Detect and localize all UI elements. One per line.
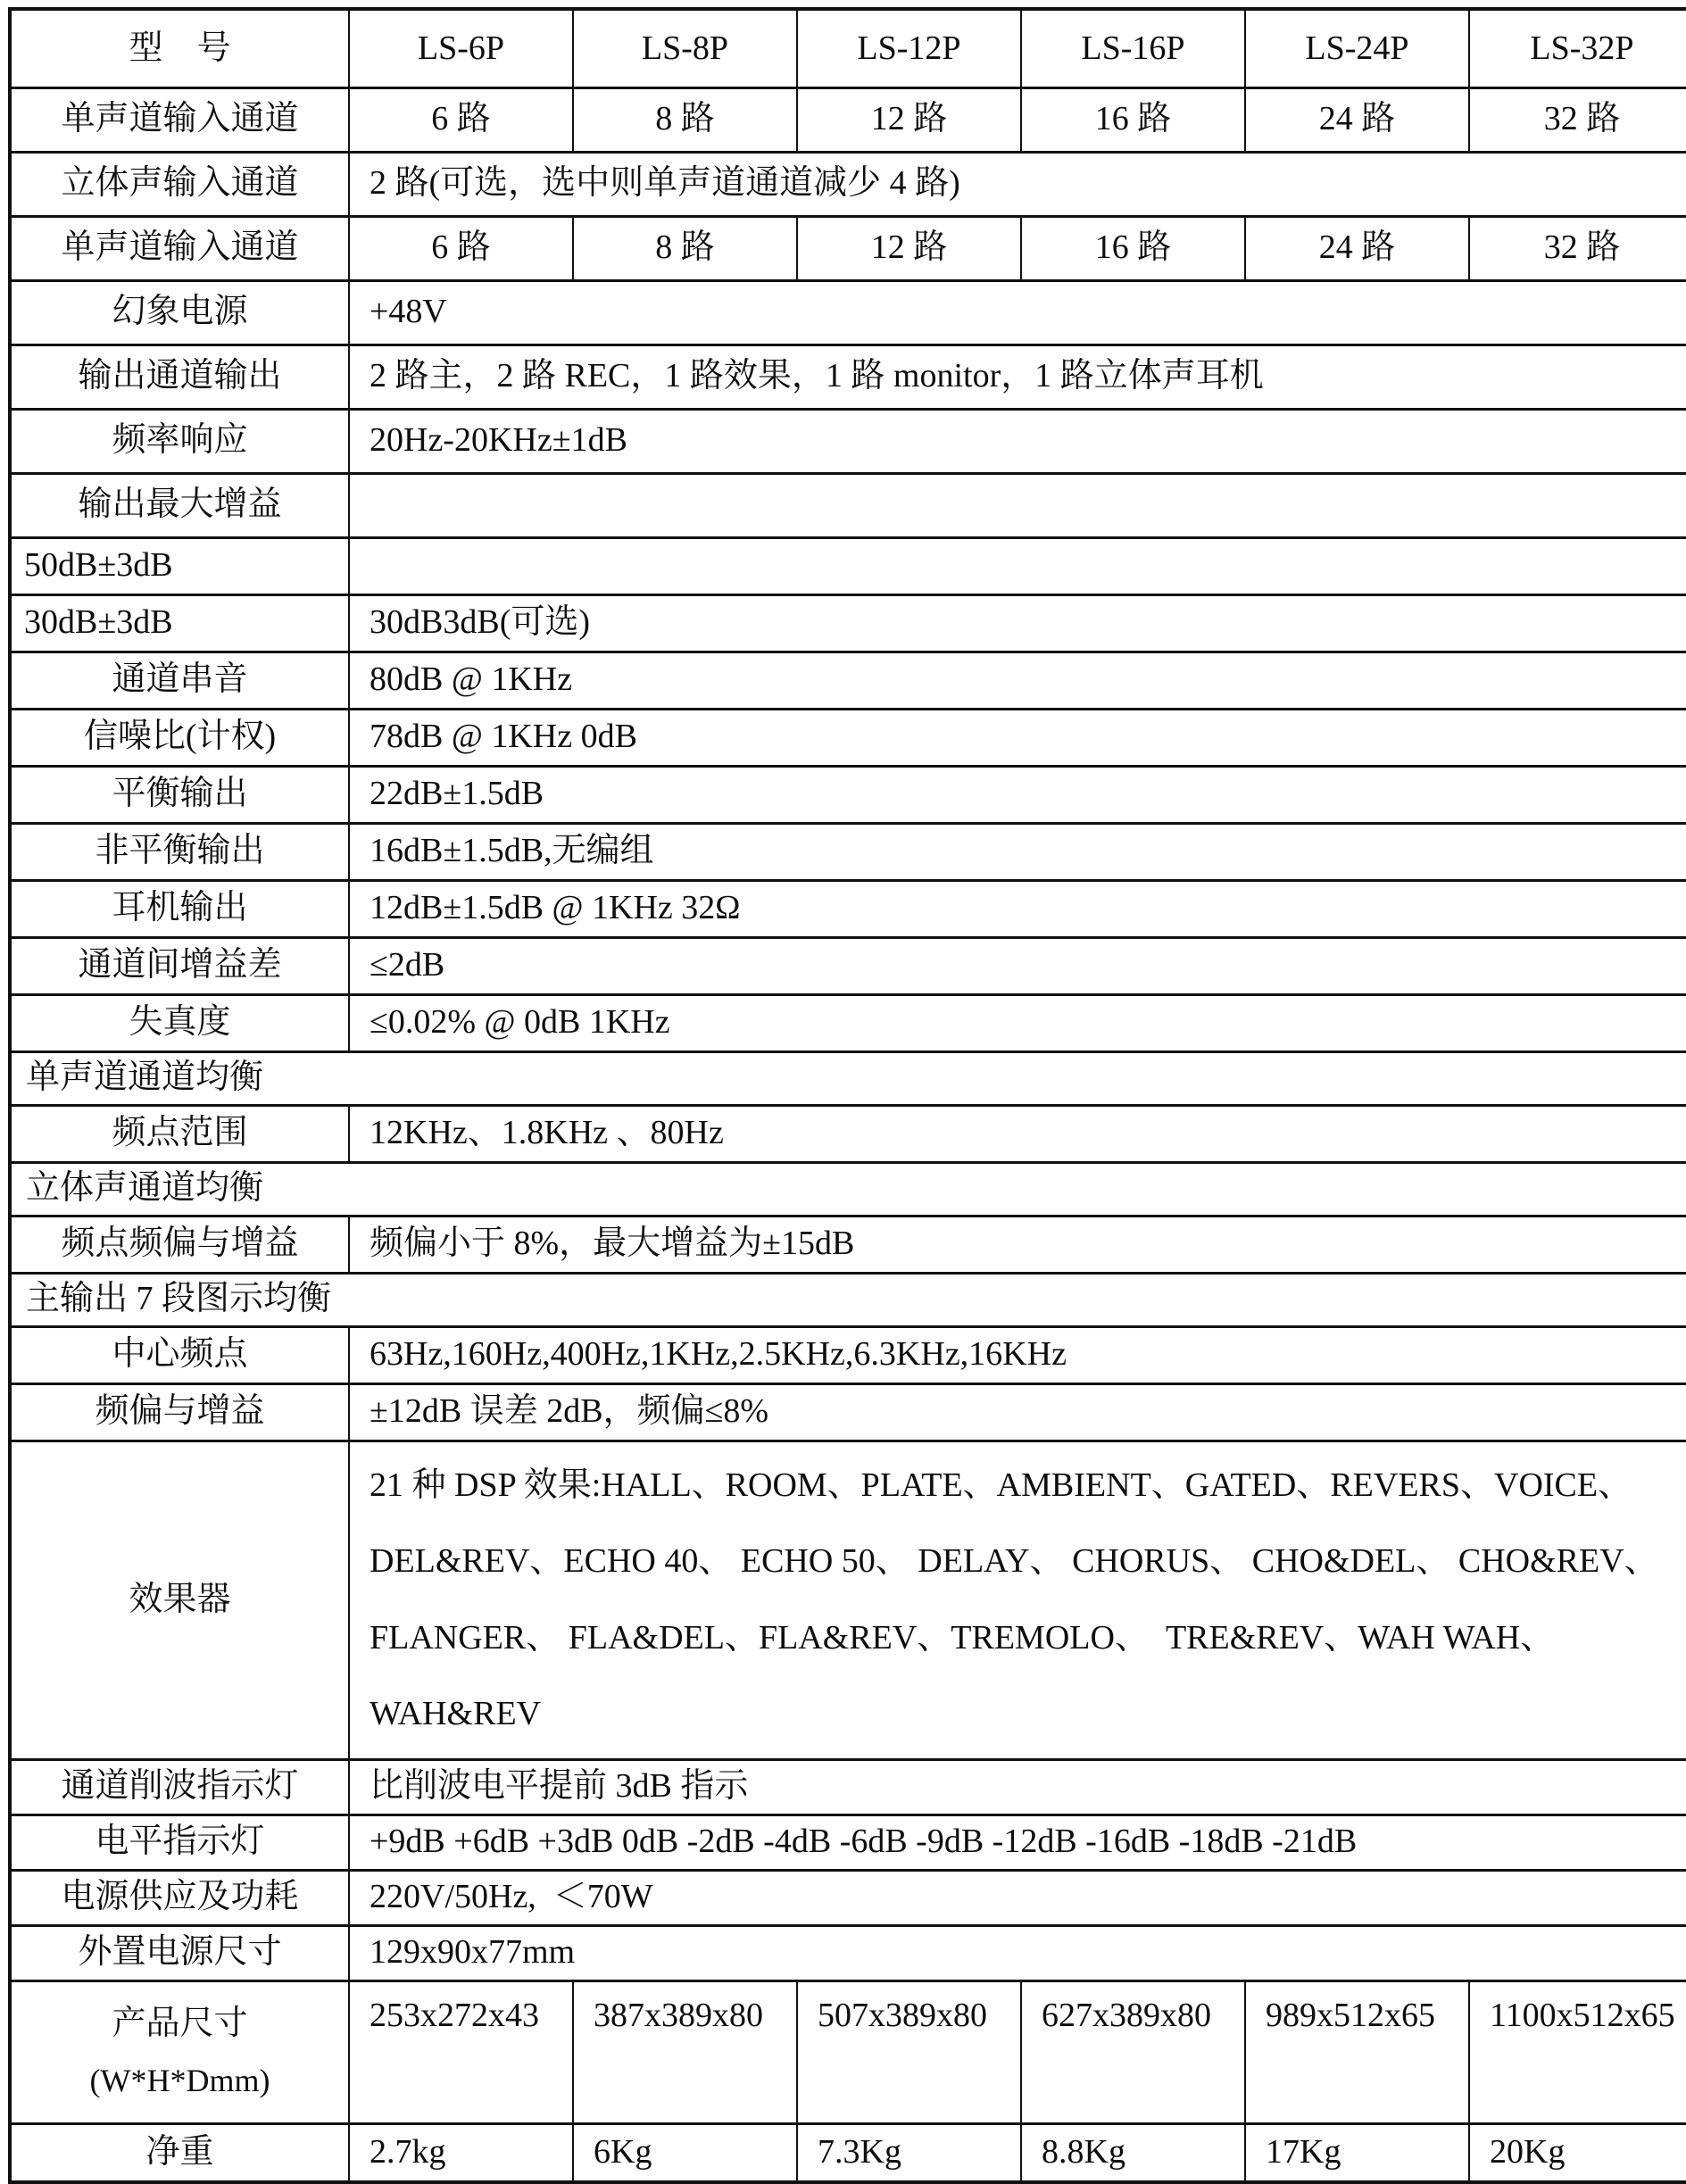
table-row [10,345,1686,409]
row-label-cell: 输出通道输出 [10,345,349,409]
row-value-cell: 63Hz,160Hz,400Hz,1KHz,2.5KHz,6.3KHz,16KHz [349,1326,1686,1383]
table-body [10,9,1686,2182]
row-label-cell: 频偏与增益 [10,1383,349,1441]
row-label-cell: 型 号 [10,9,349,87]
table-row [10,216,1686,280]
row-label-cell: 单声道输入通道 [10,87,349,152]
model-value-cell: 16 路 [1021,87,1245,152]
row-value-cell: 比削波电平提前 3dB 指示 [349,1759,1686,1814]
table-row [10,409,1686,473]
table-row [10,1814,1686,1870]
row-label-cell: 电平指示灯 [10,1814,349,1870]
table-row [10,1051,1686,1105]
row-label-cell: 幻象电源 [10,280,349,345]
row-label-cell: 外置电源尺寸 [10,1925,349,1981]
row-value-cell: 2 路(可选，选中则单声道通道减少 4 路) [349,152,1686,216]
row-label-cell: 立体声输入通道 [10,152,349,216]
table-row [10,1759,1686,1814]
table-row [10,880,1686,937]
table-row [10,1383,1686,1441]
row-label-cell: 中心频点 [10,1326,349,1383]
table-row [10,1216,1686,1273]
row-value-cell: 12dB±1.5dB @ 1KHz 32Ω [349,880,1686,937]
row-value-cell [349,473,1686,537]
row-value-cell: 16dB±1.5dB,无编组 [349,823,1686,880]
table-row [10,473,1686,537]
model-value-cell: 627x389x80 [1021,1981,1245,2123]
model-value-cell: 507x389x80 [797,1981,1021,2123]
row-label-cell [10,1981,349,2123]
row-label-cell: 输出最大增益 [10,473,349,537]
table-row [10,1981,1686,2123]
model-value-cell: 32 路 [1469,216,1686,280]
table-row [10,823,1686,880]
table-row [10,1326,1686,1383]
row-label-cell: 频点频偏与增益 [10,1216,349,1273]
row-value-cell [349,537,1686,594]
model-value-cell: LS-16P [1021,9,1245,87]
model-value-cell: 24 路 [1245,87,1469,152]
model-value-cell: LS-12P [797,9,1021,87]
table-row [10,709,1686,766]
row-label-cell: 30dB±3dB [10,594,349,652]
model-value-cell: 24 路 [1245,216,1469,280]
model-value-cell: 32 路 [1469,87,1686,152]
row-label-cell: 50dB±3dB [10,537,349,594]
row-label-line2: (W*H*Dmm) [89,2063,270,2099]
model-value-cell: 8.8Kg [1021,2123,1245,2182]
section-row-label: 立体声通道均衡 [10,1162,1686,1216]
row-value-cell: +48V [349,280,1686,345]
table-row [10,652,1686,709]
row-value-cell: 2 路主，2 路 REC，1 路效果，1 路 monitor，1 路立体声耳机 [349,345,1686,409]
model-value-cell: 12 路 [797,216,1021,280]
model-value-cell: 16 路 [1021,216,1245,280]
table-row [10,994,1686,1051]
table-row [10,1925,1686,1981]
row-value-cell: 78dB @ 1KHz 0dB [349,709,1686,766]
row-value-cell: 220V/50Hz, ＜70W [349,1870,1686,1925]
row-label-cell: 效果器 [10,1441,349,1759]
row-value-cell: +9dB +6dB +3dB 0dB -2dB -4dB -6dB -9dB -12dB -16dB -18dB -21dB [349,1814,1686,1870]
row-value-cell: ≤2dB [349,937,1686,994]
table-row [10,1162,1686,1216]
row-value-cell: 22dB±1.5dB [349,766,1686,823]
row-label-cell: 通道削波指示灯 [10,1759,349,1814]
row-value-cell: 频偏小于 8%，最大增益为±15dB [349,1216,1686,1273]
row-value-cell: 21 种 DSP 效果:HALL、ROOM、PLATE、AMBIENT、GATED、REVERS、VOICE、DEL&REV、ECHO 40、 ECHO 50、 DELAY、 CHORUS、 CHO&DEL、 CHO&REV、 FLANGER、 FLA&DEL、FLA&REV、TREMOLO、 TRE&REV、WAH WAH、WAH&REV [349,1441,1686,1759]
model-value-cell: 253x272x43 [349,1981,573,2123]
model-value-cell: LS-6P [349,9,573,87]
model-value-cell: 20Kg [1469,2123,1686,2182]
row-label-cell: 频点范围 [10,1105,349,1162]
row-label-line1: 产品尺寸 [112,2004,248,2042]
row-label-cell: 单声道输入通道 [10,216,349,280]
row-value-cell: 80dB @ 1KHz [349,652,1686,709]
model-value-cell: LS-8P [573,9,797,87]
row-label-cell: 净重 [10,2123,349,2182]
row-value-cell: 129x90x77mm [349,1925,1686,1981]
model-value-cell: 7.3Kg [797,2123,1021,2182]
row-value-cell: 20Hz-20KHz±1dB [349,409,1686,473]
row-label-cell: 非平衡输出 [10,823,349,880]
row-label-cell: 平衡输出 [10,766,349,823]
row-label-cell: 通道串音 [10,652,349,709]
model-value-cell: 17Kg [1245,2123,1469,2182]
model-value-cell: 8 路 [573,216,797,280]
table-row [10,1870,1686,1925]
model-value-cell: 2.7kg [349,2123,573,2182]
row-label-cell: 信噪比(计权) [10,709,349,766]
section-row-label: 主输出 7 段图示均衡 [10,1273,1686,1326]
row-value-cell: 30dB3dB(可选) [349,594,1686,652]
model-value-cell: 387x389x80 [573,1981,797,2123]
table-row [10,1105,1686,1162]
model-value-cell: 6 路 [349,87,573,152]
table-row [10,766,1686,823]
model-value-cell: 6 路 [349,216,573,280]
section-row-label: 单声道通道均衡 [10,1051,1686,1105]
model-value-cell: 989x512x65 [1245,1981,1469,2123]
row-label-cell: 失真度 [10,994,349,1051]
row-value-cell: ≤0.02% @ 0dB 1KHz [349,994,1686,1051]
model-value-cell: 6Kg [573,2123,797,2182]
table-row [10,594,1686,652]
table-row [10,152,1686,216]
row-label-cell: 通道间增益差 [10,937,349,994]
table-row [10,937,1686,994]
table-row [10,1441,1686,1759]
row-label-cell: 耳机输出 [10,880,349,937]
row-label-cell: 电源供应及功耗 [10,1870,349,1925]
table-row [10,537,1686,594]
row-value-cell: 12KHz、1.8KHz 、80Hz [349,1105,1686,1162]
row-label-cell: 频率响应 [10,409,349,473]
model-value-cell: LS-24P [1245,9,1469,87]
row-value-cell: ±12dB 误差 2dB，频偏≤8% [349,1383,1686,1441]
model-value-cell: 1100x512x65 [1469,1981,1686,2123]
table-row [10,87,1686,152]
table-row [10,280,1686,345]
table-row [10,2123,1686,2182]
table-row [10,9,1686,87]
model-value-cell: 12 路 [797,87,1021,152]
table-row [10,1273,1686,1326]
spec-table [8,7,1686,2184]
model-value-cell: LS-32P [1469,9,1686,87]
model-value-cell: 8 路 [573,87,797,152]
